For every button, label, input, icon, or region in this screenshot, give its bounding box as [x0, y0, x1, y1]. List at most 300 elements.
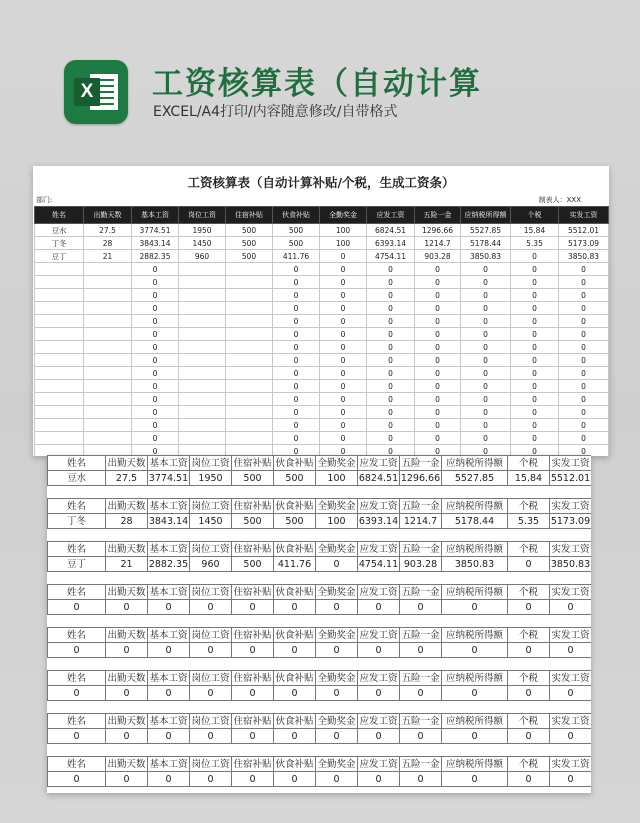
- table-cell: 500: [273, 224, 320, 237]
- payslip-cell: 0: [106, 772, 148, 787]
- table-cell: 0: [511, 367, 559, 380]
- table-cell: 0: [367, 341, 415, 354]
- table-cell: 0: [461, 432, 511, 445]
- payslip-header-cell: 伙食补贴: [275, 758, 314, 770]
- payslip-header-cell: 应纳税所得额: [442, 671, 508, 686]
- payslip-cell: 0: [358, 772, 400, 787]
- table-cell: 0: [132, 289, 179, 302]
- payslip-header-cell: 伙食补贴: [275, 543, 314, 555]
- table-row: [35, 406, 609, 419]
- table-row: [35, 432, 609, 445]
- payslip-row: [48, 729, 592, 744]
- payslip-cell: 21: [106, 557, 148, 572]
- table-cell: 0: [511, 380, 559, 393]
- table-cell: 0: [461, 380, 511, 393]
- payslip-header-cell: 个税: [508, 456, 550, 471]
- payslip-header-cell: 个税: [508, 757, 550, 772]
- payslip-header-row: [48, 628, 592, 643]
- payslip-cell: 500: [232, 471, 274, 486]
- table-cell: 3850.83: [559, 250, 609, 263]
- table-cell: 0: [559, 354, 609, 367]
- table-cell: [226, 263, 273, 276]
- payslip-cell: 960: [190, 557, 232, 572]
- table-cell: 0: [415, 328, 461, 341]
- payslip-cell: 0: [148, 643, 190, 658]
- payslip-header-cell: 应纳税所得额: [442, 499, 508, 514]
- table-cell: [179, 393, 226, 406]
- payslip-cell: 3774.51: [148, 472, 189, 484]
- table-cell: 1450: [179, 237, 226, 250]
- payslip-cell: 500: [274, 514, 316, 529]
- payslip-header-cell: 基本工资: [149, 672, 188, 684]
- table-cell: 0: [461, 315, 511, 328]
- table-cell: 0: [367, 354, 415, 367]
- payslip-header-cell: 姓名: [48, 542, 106, 557]
- table-cell: 0: [461, 328, 511, 341]
- table-cell: 0: [559, 367, 609, 380]
- table-cell: 5173.09: [559, 237, 609, 250]
- page-title: 工资核算表（自动计算: [152, 66, 482, 102]
- payslip-header-cell: 应发工资: [359, 543, 398, 555]
- payslip-cell: 0: [508, 686, 550, 701]
- table-cell: 0: [320, 432, 367, 445]
- payslip-header-row: [48, 585, 592, 600]
- table-cell: 0: [461, 354, 511, 367]
- table-cell: 0: [415, 367, 461, 380]
- table-cell: [226, 406, 273, 419]
- payslip-header-cell: 应发工资: [359, 715, 398, 727]
- table-cell: 0: [511, 276, 559, 289]
- column-header: 应发工资: [367, 207, 415, 224]
- payslip-header-cell: 姓名: [48, 628, 106, 643]
- payslip-cell: 5527.85: [442, 471, 508, 486]
- table-cell: 0: [320, 393, 367, 406]
- payslip-header-cell: 全勤奖金: [317, 457, 356, 469]
- table-cell: 28: [84, 237, 132, 250]
- table-row: [35, 263, 609, 276]
- payslip-header-cell: 实发工资: [551, 457, 590, 469]
- table-cell: 0: [367, 445, 415, 457]
- payslip-cell: 0: [190, 686, 232, 701]
- table-cell: 0: [367, 328, 415, 341]
- column-header: 个税: [511, 207, 559, 224]
- table-row: [35, 315, 609, 328]
- payslip-cell: 0: [48, 600, 106, 615]
- payslip-cell: 0: [550, 772, 592, 787]
- table-cell: 0: [511, 302, 559, 315]
- payslip-cell: 0: [316, 600, 358, 615]
- table-cell: 3774.51: [132, 224, 179, 237]
- payslip-cell: 0: [400, 772, 442, 787]
- payslip-cell: 0: [508, 557, 550, 572]
- table-cell: 0: [559, 328, 609, 341]
- table-cell: 0: [511, 315, 559, 328]
- payslip-header-cell: 住宿补贴: [233, 543, 272, 555]
- payslip-cell: 0: [232, 686, 274, 701]
- column-header: 伙食补贴: [273, 207, 320, 224]
- payslip-header-cell: 全勤奖金: [317, 543, 356, 555]
- table-cell: 0: [511, 263, 559, 276]
- payslip-header-cell: 个税: [508, 714, 550, 729]
- table-cell: 0: [132, 302, 179, 315]
- table-cell: 0: [559, 289, 609, 302]
- table-cell: 0: [415, 276, 461, 289]
- payslip-cell: 0: [442, 729, 508, 744]
- table-cell: 0: [273, 445, 320, 457]
- payslip-header-cell: 应发工资: [359, 586, 398, 598]
- payslip-header-cell: 伙食补贴: [275, 457, 314, 469]
- x-letter-icon: X: [74, 78, 100, 106]
- table-cell: 0: [415, 289, 461, 302]
- table-cell: 0: [273, 367, 320, 380]
- payslip-cell: 0: [106, 600, 148, 615]
- table-cell: [84, 328, 132, 341]
- table-cell: 0: [273, 302, 320, 315]
- payslip-cell: 0: [232, 729, 274, 744]
- table-cell: 21: [84, 250, 132, 263]
- payslip-header-cell: 五险一金: [401, 500, 440, 512]
- table-cell: [84, 341, 132, 354]
- payslip-header-cell: 应纳税所得额: [442, 757, 508, 772]
- table-cell: 0: [461, 406, 511, 419]
- payslip-cell: 0: [316, 772, 358, 787]
- payslip-header-cell: 实发工资: [551, 586, 590, 598]
- table-cell: [35, 315, 84, 328]
- table-cell: [35, 406, 84, 419]
- payslip-header-cell: 实发工资: [551, 629, 590, 641]
- table-cell: [226, 289, 273, 302]
- payslip-cell: 0: [550, 729, 592, 744]
- payslip-cell: 0: [274, 729, 316, 744]
- table-cell: [84, 315, 132, 328]
- table-cell: 5512.01: [559, 224, 609, 237]
- payslip-cell: 0: [48, 772, 106, 787]
- table-cell: 27.5: [84, 224, 132, 237]
- table-row: [35, 302, 609, 315]
- table-cell: 0: [132, 406, 179, 419]
- payslip-cell: 0: [148, 729, 190, 744]
- table-cell: [226, 341, 273, 354]
- payslip-header-cell: 应发工资: [359, 758, 398, 770]
- table-cell: [179, 289, 226, 302]
- table-row: [35, 419, 609, 432]
- table-cell: 0: [320, 250, 367, 263]
- table-cell: 1950: [179, 224, 226, 237]
- payslip-cell: 丁冬: [48, 514, 106, 529]
- payslip-header-cell: 伙食补贴: [275, 715, 314, 727]
- table-row: [35, 328, 609, 341]
- column-header: 应纳税所得额: [461, 207, 511, 224]
- table-cell: 0: [559, 263, 609, 276]
- table-cell: [226, 315, 273, 328]
- payslip-row: [48, 686, 592, 701]
- author-label: 制表人：XXX: [538, 196, 581, 204]
- payslip-header-cell: 全勤奖金: [317, 715, 356, 727]
- payslip-header-cell: 姓名: [48, 499, 106, 514]
- payslip-header-cell: 伙食补贴: [275, 629, 314, 641]
- payslip-cell: 0: [358, 686, 400, 701]
- payslip-header-cell: 实发工资: [551, 500, 590, 512]
- table-cell: [84, 302, 132, 315]
- table-cell: [179, 380, 226, 393]
- table-row: [35, 224, 609, 237]
- payslip-header-cell: 基本工资: [149, 758, 188, 770]
- table-cell: 0: [461, 341, 511, 354]
- table-cell: 0: [320, 276, 367, 289]
- table-cell: 0: [461, 263, 511, 276]
- table-cell: [35, 328, 84, 341]
- payslip-header-cell: 全勤奖金: [317, 758, 356, 770]
- payslip-header-cell: 全勤奖金: [317, 586, 356, 598]
- table-cell: [84, 393, 132, 406]
- table-cell: 0: [273, 354, 320, 367]
- payslip-header-cell: 基本工资: [149, 629, 188, 641]
- payslip-cell: 豆丁: [48, 557, 106, 572]
- payslip-header-cell: 姓名: [48, 714, 106, 729]
- payslip-cell: 1214.7: [400, 514, 442, 529]
- payslip-cell: 5.35: [508, 514, 550, 529]
- table-cell: [35, 302, 84, 315]
- payslip-header-cell: 岗位工资: [191, 543, 230, 555]
- table-cell: 0: [320, 289, 367, 302]
- payslip-header-cell: 岗位工资: [191, 500, 230, 512]
- table-cell: [84, 380, 132, 393]
- table-cell: 0: [415, 380, 461, 393]
- table-cell: 0: [320, 341, 367, 354]
- payslip-cell: 0: [190, 729, 232, 744]
- table-header-row: [35, 207, 609, 224]
- table-cell: 0: [559, 393, 609, 406]
- payslip-header-cell: 基本工资: [149, 715, 188, 727]
- payslip-header-cell: 五险一金: [401, 543, 440, 555]
- sheet-meta: [33, 194, 609, 206]
- table-cell: 0: [132, 276, 179, 289]
- table-cell: 0: [415, 393, 461, 406]
- payslip-header-cell: 实发工资: [551, 715, 590, 727]
- table-cell: 0: [367, 432, 415, 445]
- table-cell: 100: [320, 237, 367, 250]
- table-cell: [84, 354, 132, 367]
- table-cell: 0: [273, 419, 320, 432]
- payslip-cell: 0: [316, 643, 358, 658]
- payslip-cell: 6824.51: [358, 472, 399, 484]
- payslip-cell: 0: [508, 600, 550, 615]
- payslip-header-cell: 个税: [508, 585, 550, 600]
- table-cell: 0: [415, 354, 461, 367]
- payslip-cell: 5512.01: [550, 472, 591, 484]
- table-row: [35, 341, 609, 354]
- payslip-cell: 100: [316, 514, 358, 529]
- gap-cell: [48, 658, 592, 671]
- payslip-header-cell: 应纳税所得额: [442, 585, 508, 600]
- payslip-header-cell: 伙食补贴: [275, 672, 314, 684]
- table-cell: 0: [132, 354, 179, 367]
- payslip-header-cell: 应纳税所得额: [442, 714, 508, 729]
- table-cell: [84, 367, 132, 380]
- table-cell: 0: [461, 367, 511, 380]
- payslip-cell: 5173.09: [550, 515, 591, 527]
- table-cell: 15.84: [511, 224, 559, 237]
- payslip-header-cell: 出勤天数: [107, 758, 146, 770]
- table-cell: 3843.14: [132, 237, 179, 250]
- table-cell: 0: [511, 250, 559, 263]
- column-header: 实发工资: [559, 207, 609, 224]
- payslip-header-cell: 个税: [508, 499, 550, 514]
- table-cell: 0: [559, 380, 609, 393]
- payslip-cell: 27.5: [106, 471, 148, 486]
- table-cell: [84, 406, 132, 419]
- payslip-header-cell: 五险一金: [401, 586, 440, 598]
- payslip-header-cell: 五险一金: [401, 715, 440, 727]
- payslip-header-cell: 基本工资: [149, 543, 188, 555]
- table-cell: 0: [559, 445, 609, 457]
- table-cell: 0: [132, 328, 179, 341]
- payslip-cell: 0: [316, 729, 358, 744]
- table-cell: [226, 393, 273, 406]
- payslip-header-cell: 出勤天数: [107, 629, 146, 641]
- gap-cell: [48, 572, 592, 585]
- payslip-header-row: [48, 757, 592, 772]
- table-cell: 0: [511, 289, 559, 302]
- table-cell: 0: [273, 328, 320, 341]
- table-cell: 0: [511, 393, 559, 406]
- table-cell: 0: [320, 328, 367, 341]
- payslip-cell: 3850.83: [550, 558, 591, 570]
- payslip-header-cell: 出勤天数: [107, 672, 146, 684]
- table-cell: 500: [226, 224, 273, 237]
- payslip-cell: 0: [358, 643, 400, 658]
- table-cell: 5.35: [511, 237, 559, 250]
- table-cell: [84, 263, 132, 276]
- table-row: [35, 250, 609, 263]
- table-cell: 0: [132, 432, 179, 445]
- payslip-gap: [48, 744, 592, 757]
- table-row: [35, 237, 609, 250]
- table-cell: 0: [461, 276, 511, 289]
- payslip-cell: 0: [190, 772, 232, 787]
- table-cell: 0: [320, 354, 367, 367]
- column-header: 姓名: [35, 207, 84, 224]
- table-cell: 0: [320, 419, 367, 432]
- table-cell: [179, 419, 226, 432]
- table-cell: [226, 380, 273, 393]
- table-cell: 6393.14: [367, 237, 415, 250]
- table-cell: 0: [132, 341, 179, 354]
- table-cell: 0: [559, 419, 609, 432]
- payslip-header-cell: 岗位工资: [191, 629, 230, 641]
- table-cell: 0: [320, 263, 367, 276]
- payslip-gap: [48, 486, 592, 499]
- payslip-cell: 0: [274, 600, 316, 615]
- table-row: [35, 380, 609, 393]
- table-cell: [84, 419, 132, 432]
- table-cell: [179, 263, 226, 276]
- table-cell: [179, 406, 226, 419]
- payslip-gap: [48, 658, 592, 671]
- payslip-cell: 0: [400, 686, 442, 701]
- table-cell: 6824.51: [367, 224, 415, 237]
- payslip-cell: 1950: [190, 471, 232, 486]
- table-cell: 411.76: [273, 250, 320, 263]
- table-row: [35, 354, 609, 367]
- payslip-cell: 0: [358, 729, 400, 744]
- payslip-cell: 1450: [190, 514, 232, 529]
- payslip-cell: 0: [442, 772, 508, 787]
- payslip-header-cell: 出勤天数: [107, 500, 146, 512]
- payslip-header-cell: 应纳税所得额: [442, 542, 508, 557]
- table-cell: 0: [415, 315, 461, 328]
- column-header: 住宿补贴: [226, 207, 273, 224]
- payslip-header-row: [48, 671, 592, 686]
- payslip-header-row: [48, 456, 592, 471]
- payslip-cell: 1296.66: [400, 472, 441, 484]
- table-cell: 500: [226, 237, 273, 250]
- payslip-cell: 0: [274, 643, 316, 658]
- department-label: 部门:: [36, 196, 53, 204]
- table-cell: [35, 341, 84, 354]
- payslip-cell: 0: [508, 643, 550, 658]
- table-cell: 0: [461, 302, 511, 315]
- payslip-cell: 0: [232, 643, 274, 658]
- table-row: [35, 367, 609, 380]
- payslip-header-cell: 住宿补贴: [233, 586, 272, 598]
- table-cell: 0: [320, 445, 367, 457]
- payslip-cell: 0: [274, 772, 316, 787]
- page-subtitle: EXCEL/A4打印/内容随意修改/自带格式: [153, 104, 398, 120]
- payslip-row: [48, 557, 592, 572]
- payslip-cell: 500: [232, 514, 274, 529]
- payslip-header-cell: 出勤天数: [107, 586, 146, 598]
- payslip-cell: 0: [316, 686, 358, 701]
- table-cell: 0: [415, 445, 461, 457]
- payslip-header-cell: 伙食补贴: [275, 586, 314, 598]
- salary-sheet-preview: [33, 166, 609, 456]
- table-cell: 0: [273, 393, 320, 406]
- payslip-header-cell: 岗位工资: [191, 586, 230, 598]
- table-cell: 0: [415, 406, 461, 419]
- payslip-header-cell: 出勤天数: [107, 457, 146, 469]
- table-cell: 0: [132, 380, 179, 393]
- table-cell: 0: [367, 367, 415, 380]
- payslip-header-cell: 岗位工资: [191, 457, 230, 469]
- table-cell: [35, 289, 84, 302]
- table-cell: 0: [559, 276, 609, 289]
- table-cell: 0: [367, 289, 415, 302]
- table-cell: 0: [559, 302, 609, 315]
- payslip-header-cell: 个税: [508, 542, 550, 557]
- payslip-gap: [48, 572, 592, 585]
- table-cell: 0: [320, 367, 367, 380]
- table-cell: 0: [367, 393, 415, 406]
- table-cell: 0: [415, 302, 461, 315]
- payslip-header-cell: 住宿补贴: [233, 457, 272, 469]
- payslip-header-cell: 岗位工资: [191, 715, 230, 727]
- gap-cell: [48, 615, 592, 628]
- payslip-cell: 0: [400, 729, 442, 744]
- table-cell: 0: [273, 341, 320, 354]
- table-cell: 0: [273, 406, 320, 419]
- table-cell: 0: [559, 406, 609, 419]
- payslip-cell: 0: [400, 600, 442, 615]
- payslip-cell: 5178.44: [442, 514, 508, 529]
- payslip-header-row: [48, 714, 592, 729]
- table-cell: [35, 354, 84, 367]
- payslip-cell: 0: [148, 772, 190, 787]
- table-cell: 豆丁: [35, 250, 84, 263]
- table-cell: 0: [367, 380, 415, 393]
- table-cell: 0: [132, 419, 179, 432]
- payslip-cell: 0: [400, 643, 442, 658]
